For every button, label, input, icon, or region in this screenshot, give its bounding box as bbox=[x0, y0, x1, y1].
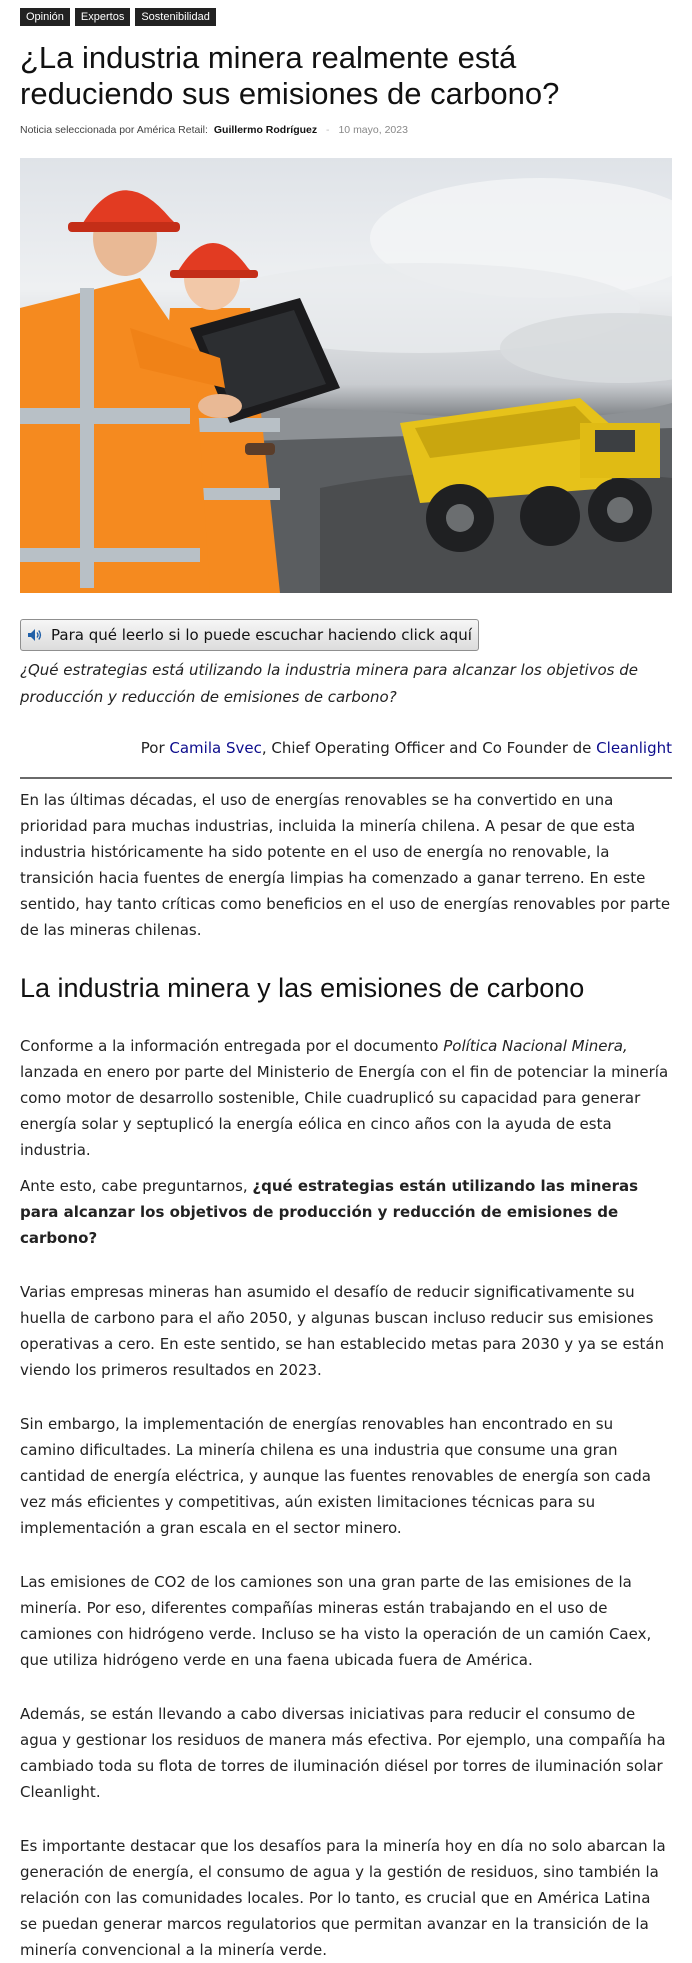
meta-separator: - bbox=[326, 124, 330, 136]
p3-text-a: Ante esto, cabe preguntarnos, bbox=[20, 1177, 253, 1195]
speaker-icon bbox=[27, 627, 43, 643]
article-meta bbox=[20, 122, 672, 138]
body-paragraph-7: Además, se están llevando a cabo diversas iniciativas para reducir el consumo de agua y gestionar los residuos de manera más efectiva. Por ejemplo, una compañía ha cambiado toda su flota de torres de iluminación diésel por torres de iluminación solar Cleanlight. bbox=[20, 1705, 666, 1801]
byline-divider bbox=[20, 777, 672, 779]
listen-audio-label: Para qué leerlo si lo puede escuchar haciendo click aquí bbox=[51, 626, 472, 644]
p3-bold-question: ¿qué estrategias están utilizando las mineras para alcanzar los objetivos de producción y reducción de emisiones de carbono? bbox=[20, 1177, 639, 1247]
byline-prefix: Por bbox=[140, 739, 170, 757]
p2-italic-title: Política Nacional Minera, bbox=[443, 1037, 628, 1055]
meta-prefix: Noticia seleccionada por América Retail: bbox=[20, 124, 208, 136]
byline-company-link[interactable]: Cleanlight bbox=[596, 739, 672, 757]
hero-image bbox=[20, 158, 672, 593]
tag-sostenibilidad[interactable]: Sostenibilidad bbox=[135, 8, 216, 26]
body-paragraph-6: Las emisiones de CO2 de los camiones son una gran parte de las emisiones de la minería. Por eso, diferentes compañías mineras están trabajando en el uso de camiones con hidrógeno verde. Incluso se ha visto la operación de un camión Caex, que utiliza hidrógeno verde en una faena ubicada fuera de América. bbox=[20, 1573, 652, 1669]
body-paragraph-8: Es importante destacar que los desafíos para la minería hoy en día no solo abarcan la generación de energía, el consumo de agua y la gestión de residuos, sino también la relación con las comunidades locales. Por lo tanto, es crucial que en América Latina se puedan generar marcos regulatorios que permitan avanzar en la transición de la minería convencional a la minería verde. bbox=[20, 1837, 666, 1959]
article-container bbox=[20, 8, 672, 1963]
article-byline bbox=[20, 737, 672, 759]
meta-date: 10 mayo, 2023 bbox=[338, 124, 408, 136]
body-paragraph-4: Varias empresas mineras han asumido el desafío de reducir significativamente su huella de carbono para el año 2050, y algunas buscan incluso reducir sus emisiones operativas a cero. En este sentido, se han establecido metas para 2030 y ya se están viendo los primeros resultados en 2023. bbox=[20, 1283, 665, 1379]
article-title: ¿La industria minera realmente está reduciendo sus emisiones de carbono? bbox=[20, 40, 560, 111]
byline-middle: , Chief Operating Officer and Co Founder de bbox=[261, 739, 597, 757]
body-paragraph-3 bbox=[20, 1173, 672, 1251]
category-tags bbox=[20, 8, 672, 26]
listen-audio-button[interactable] bbox=[20, 619, 479, 651]
tag-opinion[interactable]: Opinión bbox=[20, 8, 70, 26]
body-paragraph-2 bbox=[20, 1033, 672, 1163]
body-paragraph-1: En las últimas décadas, el uso de energías renovables se ha convertido en una prioridad para muchas industrias, incluida la minería chilena. A pesar de que esta industria históricamente ha sido potente en el uso de energía no renovable, la transición hacia fuentes de energía limpias ha comenzado a ganar terreno. En este sentido, hay tanto críticas como beneficios en el uso de energías renovables por parte de las mineras chilenas. bbox=[20, 791, 671, 939]
meta-author-link[interactable]: Guillermo Rodríguez bbox=[213, 124, 318, 136]
p2-text-a: Conforme a la información entregada por el documento bbox=[20, 1037, 444, 1055]
article-lead: ¿Qué estrategias está utilizando la industria minera para alcanzar los objetivos de producción y reducción de emisiones de carbono? bbox=[20, 661, 639, 706]
p2-text-b: lanzada en enero por parte del Ministerio de Energía con el fin de potenciar la minería como motor de desarrollo sostenible, Chile cuadruplicó su capacidad para generar energía solar y septuplicó la energía eólica en cinco años con la ayuda de esta industria. bbox=[20, 1063, 669, 1159]
mining-workers-illustration bbox=[20, 158, 672, 593]
tag-expertos[interactable]: Expertos bbox=[75, 8, 130, 26]
byline-author-link[interactable]: Camila Svec bbox=[169, 739, 262, 757]
body-paragraph-5: Sin embargo, la implementación de energías renovables han encontrado en su camino dificultades. La minería chilena es una industria que consume una gran cantidad de energía eléctrica, y aunque las fuentes renovables de energía son cada vez más eficientes y competitivas, aún existen limitaciones técnicas para su implementación a gran escala en el sector minero. bbox=[20, 1415, 651, 1537]
section-heading: La industria minera y las emisiones de carbono bbox=[20, 973, 585, 1003]
